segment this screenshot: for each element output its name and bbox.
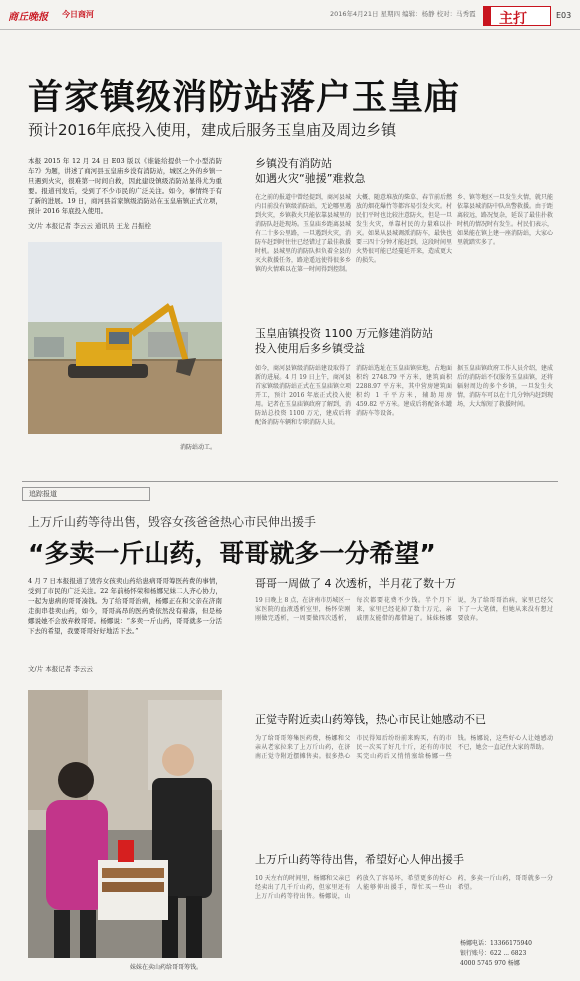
story1-section1-col3: 乡、镇等地区一旦发生火情，就只能依靠县城消防中队出警救援。由于距离较远，路况复杂，延误了最佳扑救时机的情况时有发生。村民们表示，如果能在镇上建一座消防站，大家心里就踏实多了。 <box>457 194 553 246</box>
story2-kicker: 上万斤山药等待出售，毁容女孩爸爸热心市民伸出援手 <box>28 515 317 529</box>
story2-byline: 文/片 本报记者 李云云 <box>28 665 93 673</box>
story1-section2-col3: 据玉皇庙镇政府工作人员介绍，建成后的消防站不仅服务玉皇庙镇，还将辐射周边的多个乡镇，一旦发生火情，消防车可以在十几分钟内赶到现场，大大缩短了救援时间。 <box>457 365 553 408</box>
section-tag-label: 主打 <box>499 11 527 27</box>
story1-section1-col2: 大概、随意堆放的柴草、春节前后燃放的烟花爆竹等都容易引发火灾。村民们平时也比较注意防火，但是一旦发生火灾，单靠村民的力量难以扑灭。如果从县城调派消防车，最快也要三四十分钟才能赶到，这段时间里火势很可能已经蔓延开来，造成更大的损失。 <box>356 194 452 264</box>
yam-caption: 妹妹在卖山药给哥哥筹钱。 <box>130 964 203 971</box>
bank-account-2: 4000 5745 970 杨娜 <box>460 960 520 967</box>
story2-section2-text: 为了给哥哥筹集医药费，杨娜和父亲从老家拉来了上万斤山药，在济南正觉寺附近摆摊售卖。很多热心市民得知后纷纷前来购买，有的市民一次买了好几十斤，还有的市民买完山药后又悄悄塞给杨娜一些钱。杨娜说，这些好心人让她感动不已，她会一直记住大家的帮助。 <box>255 735 553 760</box>
story1-section1-title <box>255 156 555 186</box>
section-tag <box>483 6 551 26</box>
story2-section1-title: 哥哥一周做了 4 次透析，半月花了数十万 <box>255 577 456 590</box>
story-divider <box>22 481 558 482</box>
section2-title-line1: 玉皇庙镇投资 1100 万元修建消防站 <box>255 327 433 340</box>
yam-selling-photo <box>28 690 222 958</box>
contact-phone: 杨娜电话：13366175940 <box>460 940 532 947</box>
story1-lead: 本报 2015 年 12 月 24 日 E03 版以《谁能给提供一个小型消防车?》为题，讲述了商河县玉皇庙乡没有消防站，城区之外的乡镇一旦遇到火灾，很难第一时间自救，因此建设镇级消防站显得尤为重要。报道刊发后，受到了不少市民的广泛关注。如今，事情终于有了新的进展。19 日，商河县首家镇级消防站在玉皇庙镇正式立项，预计 2016 年底投入使用。 <box>28 157 222 214</box>
section1-title-line1: 乡镇没有消防站 <box>255 157 332 170</box>
section1-title-line2: 如遇火灾“驰援”难救急 <box>255 172 366 185</box>
followup-label: 追踪报道 <box>22 487 150 501</box>
story2-section3-text: 10 天左右的时间里，杨娜和父亲已经卖出了几千斤山药，但家里还有上万斤山药等待出售。杨娜说，山药放久了容易坏，希望更多的好心人能够伸出援手，帮忙买一些山药，多卖一斤山药，哥哥就多一分希望。 <box>255 875 553 900</box>
yam-selling-image <box>28 690 222 958</box>
story1-section2-col2: 消防站选址在玉皇庙镇驻地，占地面积约 2748.79 平方米，建筑面积 2288.97 平方米，其中营房建筑面积约 1 千平方米，辅助用房 459.82 平方米。建成后将配备水罐消防车等设备。 <box>356 365 452 417</box>
masthead <box>0 0 580 30</box>
bank-account: 银行账号：622 ... 6823 <box>460 950 527 957</box>
paper-name: 商丘晚报 <box>8 12 48 23</box>
headline: 首家镇级消防站落户玉皇庙 <box>28 78 461 118</box>
story1-section2-col1: 如今，商河县镇级消防站建设取得了新的进展。4 月 19 日上午，商河县首家镇级消防站正式在玉皇庙镇立项开工，预计 2016 年底正式投入使用。记者在玉皇庙镇政府了解到，消防站总投资 1100 万元，建成后将配备消防车辆和专职消防人员。 <box>255 365 351 426</box>
excavator-caption: 消防站动工。 <box>180 444 217 451</box>
story2-section2-title: 正觉寺附近卖山药筹钱，热心市民让她感动不已 <box>255 713 486 726</box>
story1-section2-title <box>255 326 555 356</box>
story1-byline: 文/片 本报记者 李云云 通讯员 王龙 吕振栓 <box>28 222 152 230</box>
story2-lead: 4 月 7 日本报报道了毁容女孩卖山药给患病哥哥筹医药费的事情，受到了市民的广泛关注。22 年前杨怀荣和杨娜兄妹二人齐心协力，一起为患病的哥哥凑钱。为了给哥哥治病，杨娜正在和父亲在济南走街串巷卖山药，如今，哥哥高昂的医药费依然没有着落，但是杨娜说她不会放弃救哥哥。杨娜说：“多卖一斤山药，哥哥就多一分活下去的希望，我要哥哥好好地活下去。” <box>28 577 222 635</box>
story1-section1-col1: 在之前的报道中曾经提到，商河县城内目前没有镇级消防站，无论哪里遇到火灾，乡镇救火只能依靠县城里的消防队赶赴现场。玉皇庙乡距离县城有二十多公里路，一旦遇到火灾，消防车赶到时往往已经错过了最佳救援时机。县城里的消防队担负着全县的灭火救援任务，路途遥远使得很多乡镇的火情难以在第一时间得到控制。 <box>255 194 351 273</box>
page-number: E03 <box>556 11 572 20</box>
story2-headline: “多卖一斤山药，哥哥就多一分希望” <box>28 539 436 568</box>
subhead: 预计2016年底投入使用，建成后服务玉皇庙及周边乡镇 <box>28 121 397 139</box>
story2-section1-text: 19 日晚上 8 点，在济南市历城区一家医院的血液透析室里，杨怀荣刚刚做完透析，一周要做四次透析，每次都要花费不少钱。半个月下来，家里已经花掉了数十万元，亲戚朋友能借的都借遍了。妹妹杨娜说，为了给哥哥治病，家里已经欠下了一大笔债，但她从来没有想过要放弃。 <box>255 597 553 622</box>
section-name: 今日商河 <box>62 9 94 19</box>
date-line: 2016年4月21日 星期四 编辑：杨静 校对：马秀霞 <box>330 10 476 18</box>
excavator-photo <box>28 242 222 434</box>
story2-section3-title: 上万斤山药等待出售，希望好心人伸出援手 <box>255 853 464 866</box>
section2-title-line2: 投入使用后多乡镇受益 <box>255 342 365 355</box>
excavator-image <box>28 242 222 434</box>
